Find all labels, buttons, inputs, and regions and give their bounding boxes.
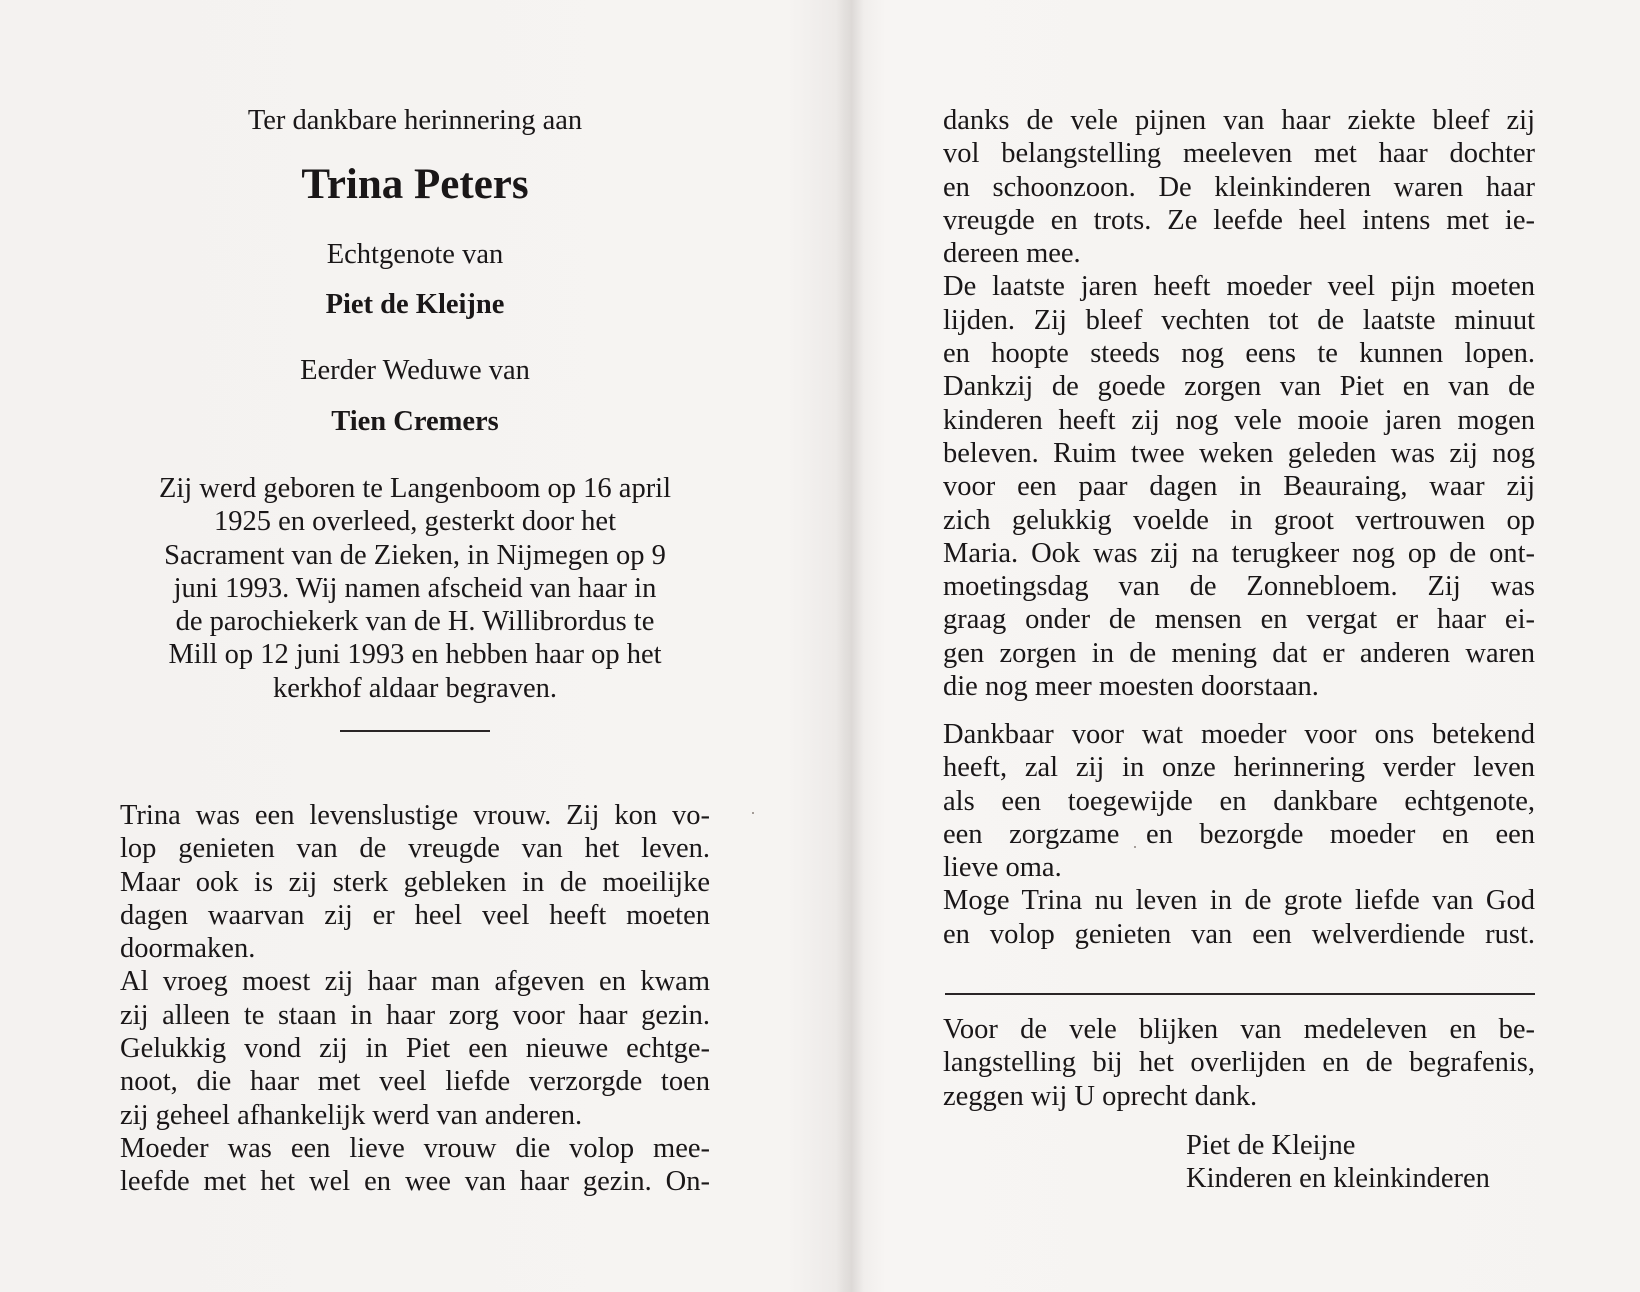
closing-line: Dankbaar voor wat moeder voor ons betekend [943,719,1535,750]
story-line: kinderen heeft zij nog vele mooie jaren mogen [943,404,1535,436]
closing-words [943,718,1535,951]
biography-line: juni 1993. Wij namen afscheid van haar in [173,572,657,604]
intro-text: Ter dankbare herinnering aan [247,105,583,136]
story-line: noot, die haar met veel liefde verzorgde toen [120,1066,710,1098]
biography-line: 1925 en overleed, gesterkt door het [213,506,617,538]
story-line: Maar ook is zij sterk gebleken in de moeilijke [120,866,710,898]
story-line: De laatste jaren heeft moeder veel pijn moeten [943,271,1535,303]
signature [1186,1129,1490,1196]
story-line: zij geheel afhankelijk werd van anderen. [120,1099,583,1131]
biography [120,472,710,705]
story-line: zij alleen te staan in haar zorg voor haar gezin. [120,999,710,1031]
story-line: graag onder de mensen en vergat er haar ei- [943,604,1535,636]
widow-label: Eerder Weduwe van [300,355,530,386]
story-line: Maria. Ook was zij na terugkeer nog op de ont- [943,537,1535,569]
closing-line: een zorgzame en bezorgde moeder en een [943,818,1535,850]
signature-line: Piet de Kleijne [1186,1130,1356,1161]
biography-line: Sacrament van de Zieken, in Nijmegen op 9 [164,539,666,571]
story-line: danks de vele pijnen van haar ziekte bleef zij [943,105,1535,136]
story-line: lop genieten van de vreugde van het leven. [120,833,710,865]
story-line: Al vroeg moest zij haar man afgeven en kwam [120,966,710,998]
section-divider [340,730,490,732]
deceased-name: Trina Peters [301,161,529,208]
story-line: beleven. Ruim twee weken geleden was zij nog [943,437,1535,469]
story-line: zich gelukkig voelde in groot vertrouwen op [943,504,1535,536]
spouse-label: Echtgenote van [326,239,504,270]
biography-line: Zij werd geboren te Langenboom op 16 april [158,473,672,504]
story-line: vol belangstelling meeleven met haar dochter [943,138,1535,170]
story-line: dereen mee. [943,238,1081,270]
biography-line: Mill op 12 juni 1993 en hebben haar op het [168,639,662,671]
card-fold [836,0,864,1292]
story-line: Dankzij de goede zorgen van Piet en van de [943,371,1535,403]
biography-line: kerkhof aldaar begraven. [272,672,558,704]
closing-line: en volop genieten van een welverdiende rust. [943,918,1535,950]
spouse-name: Piet de Kleijne [325,289,505,320]
closing-line: als een toegewijde en dankbare echtgenote, [943,785,1535,817]
life-story [120,799,710,1199]
former-husband-name: Tien Cremers [331,406,499,437]
story-line: Moeder was een lieve vrouw die volop mee- [120,1132,710,1164]
story-line: voor een paar dagen in Beauraing, waar zij [943,471,1535,503]
thanks-note [943,1013,1535,1113]
paper-speck [752,812,754,814]
signature-line: Kinderen en kleinkinderen [1186,1163,1490,1195]
story-line: Trina was een levenslustige vrouw. Zij kon vo- [120,800,710,831]
life-story-continued [943,104,1535,703]
closing-line: lieve oma. [943,852,1062,884]
story-line: Gelukkig vond zij in Piet een nieuwe echtge- [120,1033,710,1065]
story-line: vreugde en trots. Ze leefde heel intens met ie- [943,204,1535,236]
story-line: gen zorgen in de mening dat er anderen waren [943,637,1535,669]
story-line: die nog meer moesten doorstaan. [943,671,1319,703]
story-line: doormaken. [120,933,256,965]
section-divider [945,993,1535,995]
thanks-line: Voor de vele blijken van medeleven en be- [943,1014,1535,1045]
story-line: dagen waarvan zij er heel veel heeft moeten [120,899,710,931]
story-line: moetingsdag van de Zonnebloem. Zij was [943,571,1535,603]
closing-line: Moge Trina nu leven in de grote liefde van God [943,885,1535,917]
closing-line: heeft, zal zij in onze herinnering verder leven [943,752,1535,784]
thanks-line: langstelling bij het overlijden en de begrafenis, [943,1047,1535,1079]
story-line: lijden. Zij bleef vechten tot de laatste minuut [943,304,1535,336]
biography-line: de parochiekerk van de H. Willibrordus te [175,606,655,638]
story-line: leefde met het wel en wee van haar gezin. On- [120,1166,710,1198]
thanks-line: zeggen wij U oprecht dank. [943,1080,1258,1112]
story-line: en schoonzoon. De kleinkinderen waren haar [943,171,1535,203]
story-line: en hoopte steeds nog eens te kunnen lopen. [943,338,1535,370]
